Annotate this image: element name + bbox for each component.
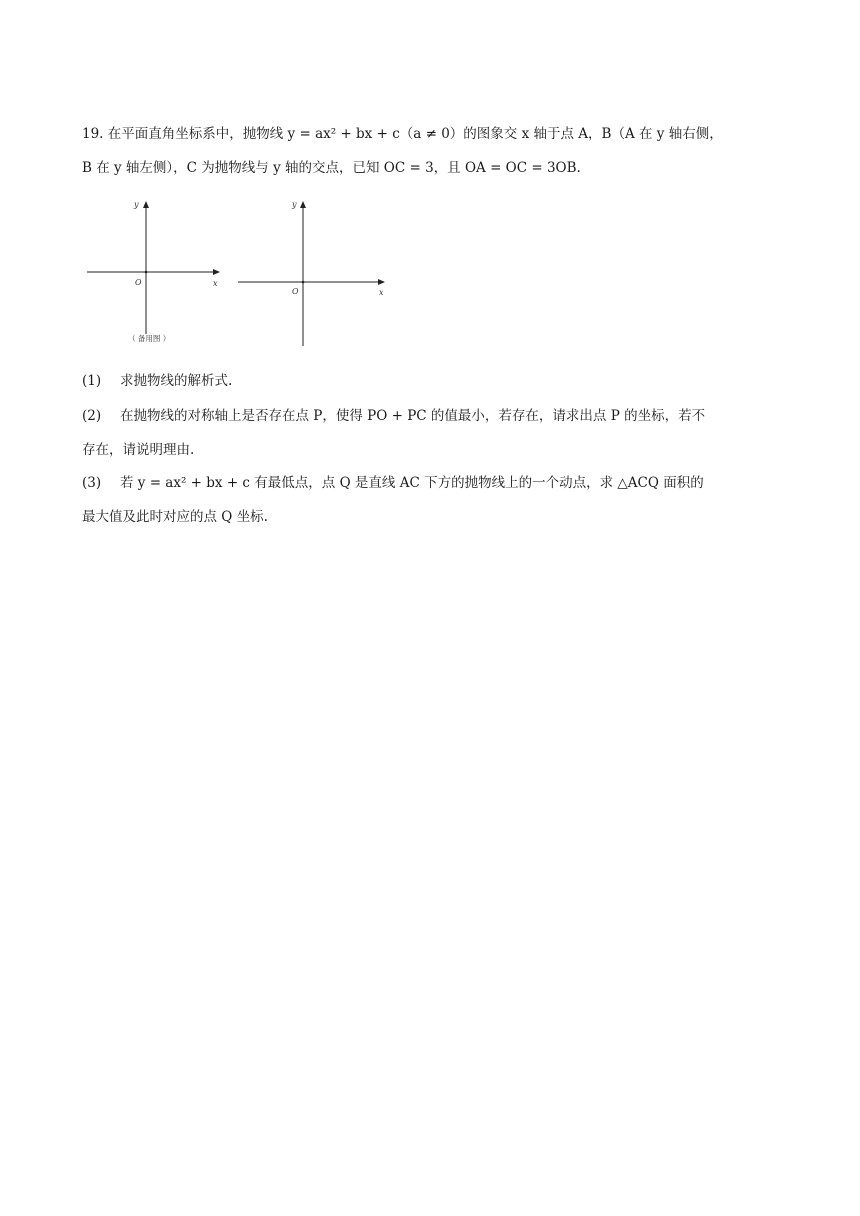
question-2-text-line-2: 存在，请说明理由. [82,442,195,458]
question-1-text: 求抛物线的解析式. [120,373,233,389]
origin-point [302,281,305,284]
y-axis-arrow-icon [300,201,306,208]
x-axis-arrow-icon [378,279,385,285]
y-axis-label: y [292,200,297,209]
question-1-label: (1) [82,373,102,389]
figure-caption: （ 备用图 ） [128,334,171,343]
question-3-text-line-2: 最大值及此时对应的点 Q 坐标. [82,509,268,525]
question-3-label: (3) [82,475,102,491]
question-2-text-line-1: 在抛物线的对称轴上是否存在点 P，使得 PO + PC 的值最小，若存在，请求出点 P 的坐标，若不 [120,408,706,424]
problem-statement-line-1: 19. 在平面直角坐标系中，抛物线 y = ax² + bx + c（a ≠ 0）的图象交 x 轴于点 A，B（A 在 y 轴右侧， [82,126,723,142]
x-axis-label: x [379,288,384,297]
y-axis-arrow-icon [143,201,149,208]
problem-statement-line-2: B 在 y 轴左侧），C 为抛物线与 y 轴的交点，已知 OC = 3，且 OA = OC = 3OB. [82,160,581,176]
question-2-label: (2) [82,408,102,424]
x-axis-arrow-icon [213,269,220,275]
origin-point [145,271,148,274]
y-axis-label: y [134,200,139,209]
question-3-text-line-1: 若 y = ax² + bx + c 有最低点，点 Q 是直线 AC 下方的抛物线上的一个动点，求 △ACQ 面积的 [120,475,704,491]
origin-label: O [292,287,299,296]
coordinate-axes-figure-1 [82,196,227,348]
x-axis-label: x [213,279,218,288]
coordinate-axes-figure-2 [234,196,394,348]
origin-label: O [135,278,142,287]
